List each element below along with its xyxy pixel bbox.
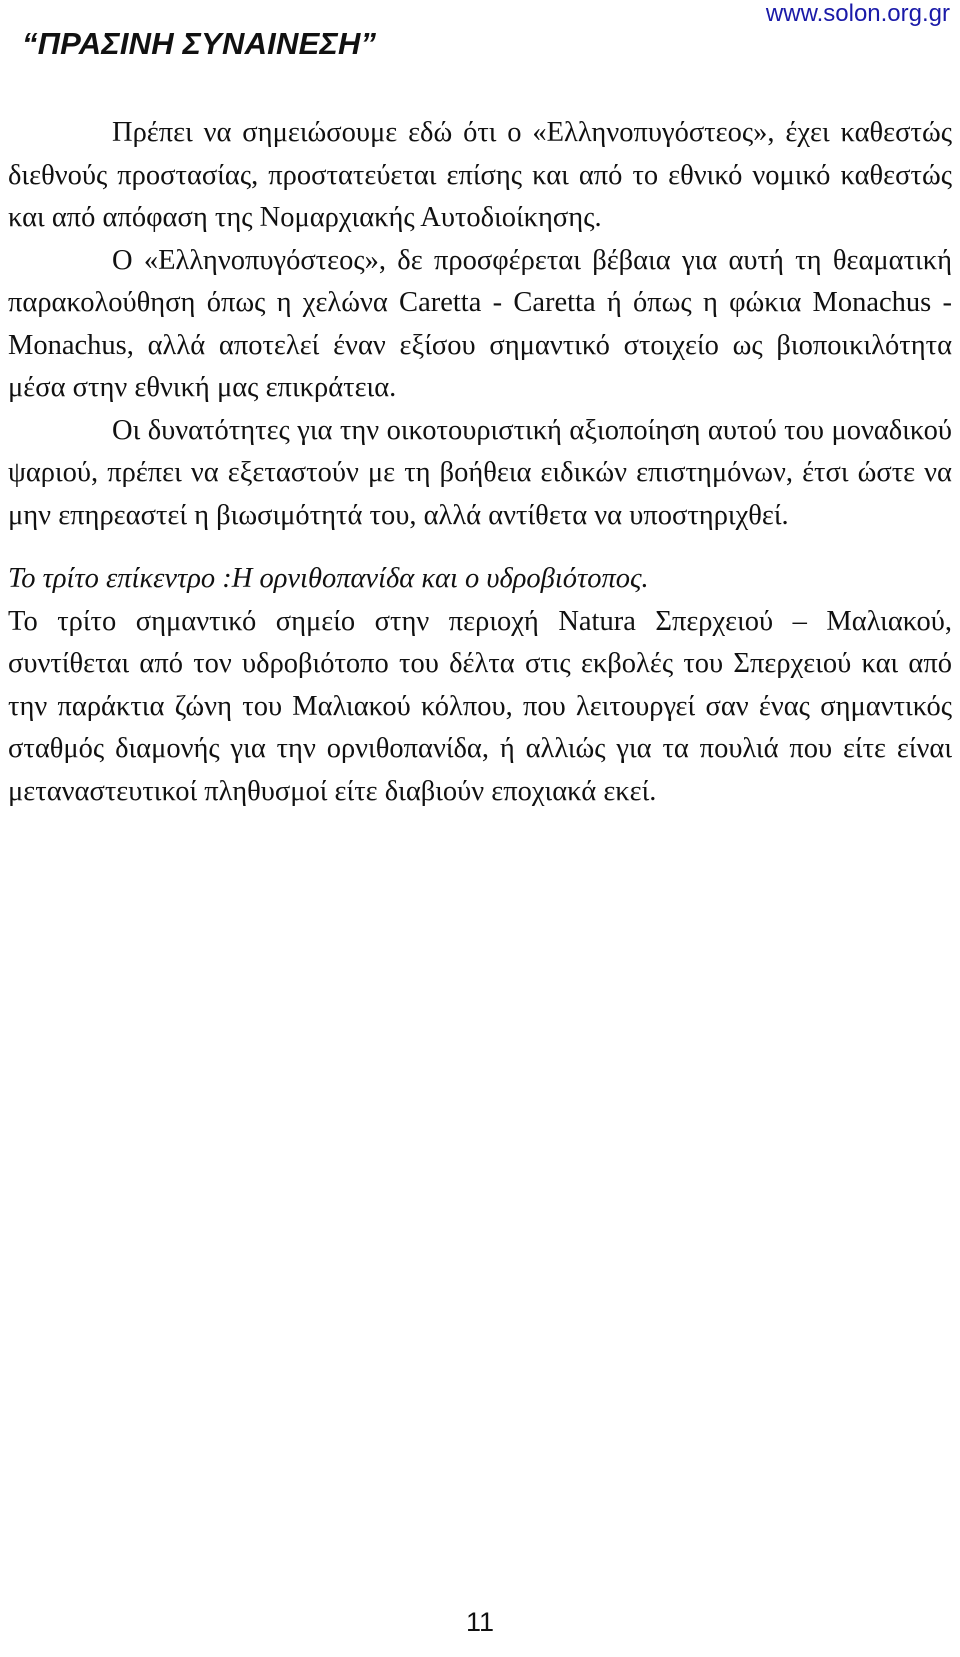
page-number: 11	[465, 1607, 495, 1637]
page-title: “ΠΡΑΣΙΝΗ ΣΥΝΑΙΝΕΣΗ”	[22, 26, 377, 61]
paragraph-protection-status: Πρέπει να σημειώσουμε εδώ ότι ο «Ελληνοπυγόστεος», έχει καθεστώς διεθνούς προστασίας, προστατεύεται επίσης και από το εθνικό νομικό καθεστώς και από απόφαση της Νομαρχιακής Αυτοδιοίκησης.	[8, 117, 952, 233]
paragraph-ecotourism: Οι δυνατότητες για την οικοτουριστική αξιοποίηση αυτού του μοναδικού ψαριού, πρέπει να εξεταστούν με τη βοήθεια ειδικών επιστημόνων, έτσι ώστε να μην επηρεαστεί η βιωσιμότητά του, αλλά αντίθετα να υποστηριχθεί.	[8, 414, 952, 531]
document-body	[8, 112, 952, 813]
paragraph-biodiversity: Ο «Ελληνοπυγόστεος», δε προσφέρεται βέβαια για αυτή τη θεαματική παρακολούθηση όπως η χελώνα Caretta - Caretta ή όπως η φώκια Monachus - Monachus, αλλά αποτελεί έναν εξίσου σημαντικό στοιχείο ως βιοποικιλότητα μέσα στην εθνική μας επικράτεια.	[8, 244, 952, 403]
section-heading: Το τρίτο επίκεντρο :Η ορνιθοπανίδα και ο υδροβιότοπος.	[8, 563, 649, 594]
site-url-link[interactable]: www.solon.org.gr	[765, 0, 950, 27]
paragraph-wetland: Το τρίτο σημαντικό σημείο στην περιοχή Natura Σπερχειού – Μαλιακού, συντίθεται από τον υδροβιότοπο του δέλτα στις εκβολές του Σπερχειού και από την παράκτια ζώνη του Μαλιακού κόλπου, που λειτουργεί σαν ένας σημαντικός σταθμός διαμονής για την ορνιθοπανίδα, ή αλλιώς για τα πουλιά που είτε είναι μεταναστευτικοί πληθυσμοί είτε διαβιούν εποχιακά εκεί.	[8, 605, 952, 807]
